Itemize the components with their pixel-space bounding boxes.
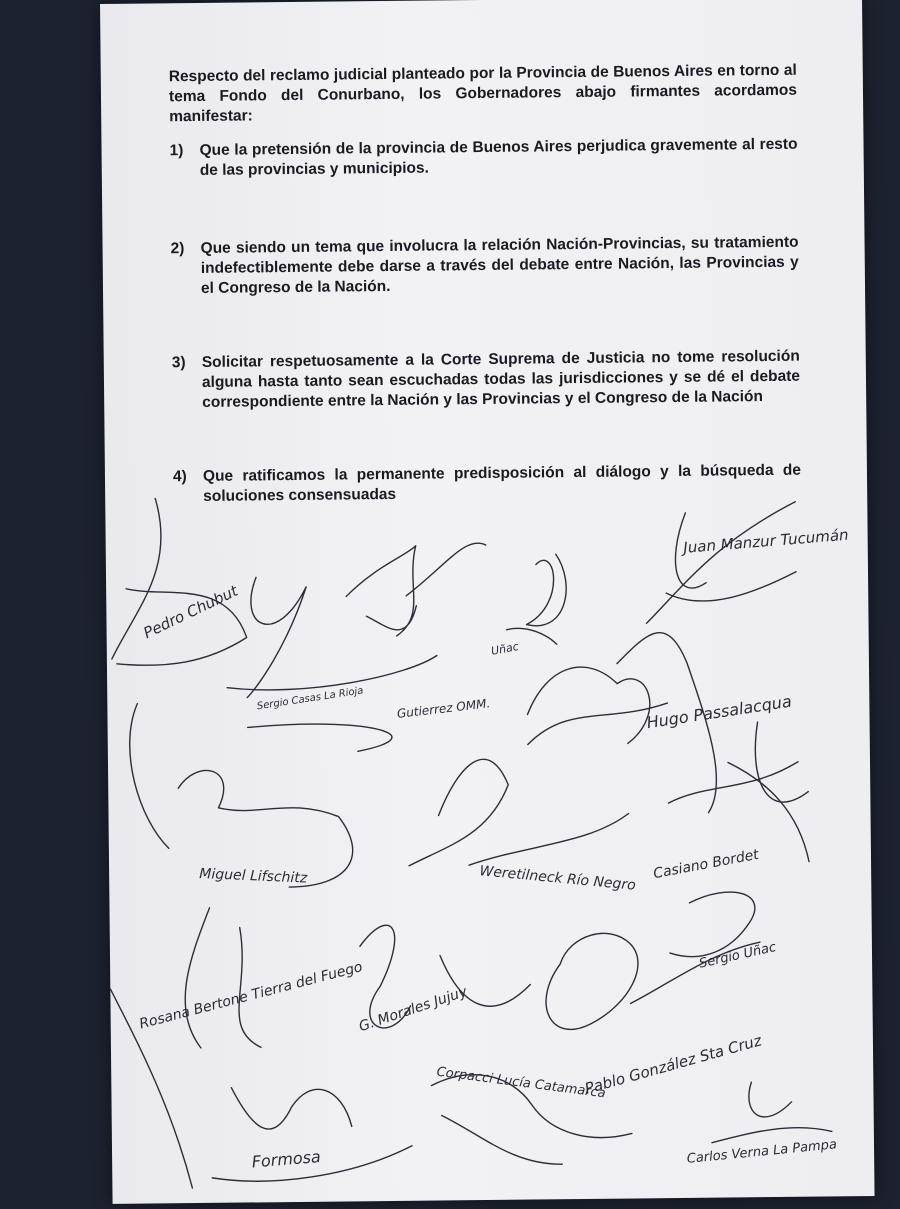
- signature-label: Casiano Bordet: [651, 846, 761, 883]
- signature-label: Miguel Lifschitz: [199, 866, 308, 887]
- point-3: [172, 347, 801, 414]
- signature-label: Juan Manzur Tucumán: [682, 525, 850, 557]
- signature-label: Pablo González Sta Cruz: [582, 1031, 764, 1098]
- signature-label: Carlos Verna La Pampa: [686, 1137, 838, 1167]
- signature-scribble: [110, 497, 247, 665]
- signatures-area: [105, 481, 874, 1204]
- declaration-text: [169, 61, 802, 508]
- point-2: [170, 233, 799, 300]
- signature-scribble: [645, 502, 796, 624]
- point-number: 3): [171, 354, 186, 372]
- signature-label: Pedro Chubut: [140, 581, 241, 643]
- handwritten-signatures: [105, 481, 874, 1204]
- signature-scribble: [711, 1081, 832, 1142]
- signature-scribble: [527, 666, 668, 744]
- signature-label: Corpacci Lucía Catamarca: [435, 1064, 607, 1102]
- signature-scribble: [129, 701, 353, 888]
- point-text: Que siendo un tema que involucra la relación Nación-Provincias, su tratamiento indefectiblemente debe darse a través del debate entre Nación, las Provincias y el Congreso de la Nación.: [200, 233, 799, 297]
- signature-label: Uñac: [490, 639, 520, 658]
- intro-paragraph: Respecto del reclamo judicial planteado por la Provincia de Buenos Aires en torno al tema Fondo del Conurbano, los Gobernadores abajo firmantes acordamos manifestar:: [168, 61, 798, 126]
- signature-scribble: [728, 722, 809, 863]
- point-text: Que la pretensión de la provincia de Buenos Aires perjudica gravemente al resto de las provincias y municipios.: [199, 135, 798, 179]
- signature-label: Hugo Passalacqua: [645, 691, 793, 733]
- signature-label: Sergio Uñac: [697, 939, 778, 972]
- signature-label: Sergio Casas La Rioja: [256, 685, 365, 713]
- signature-scribble: [109, 907, 262, 1189]
- signature-scribble: [545, 932, 760, 1030]
- signature-label: Rosana Bertone Tierra del Fuego: [137, 959, 365, 1033]
- point-number: 1): [169, 142, 184, 160]
- point-text: Solicitar respetuosamente a la Corte Suprema de Justicia no tome resolución alguna hasta tanto sean escuchadas todas las jurisdicciones y se dé el debate correspondiente entre la Nación y las Provincias y el Congreso de la Nación: [201, 347, 801, 411]
- signature-label: Gutierrez OMM.: [396, 696, 491, 721]
- signature-scribble: [226, 576, 438, 753]
- document-page: [100, 0, 875, 1204]
- point-number: 2): [170, 240, 185, 258]
- signature-label: G. Morales Jujuy: [356, 983, 470, 1036]
- signature-scribble: [211, 1086, 412, 1182]
- signature-label: Weretilneck Río Negro: [478, 863, 637, 894]
- point-number: 4): [172, 468, 187, 486]
- point-text: Que ratificamos la permanente predisposición al diálogo y la búsqueda de soluciones consensuadas: [202, 461, 802, 505]
- signature-scribble: [408, 758, 629, 866]
- signature-scribble: [506, 554, 567, 645]
- signature-label: Formosa: [251, 1146, 322, 1172]
- point-1: [169, 135, 797, 182]
- signature-scribble: [346, 543, 487, 636]
